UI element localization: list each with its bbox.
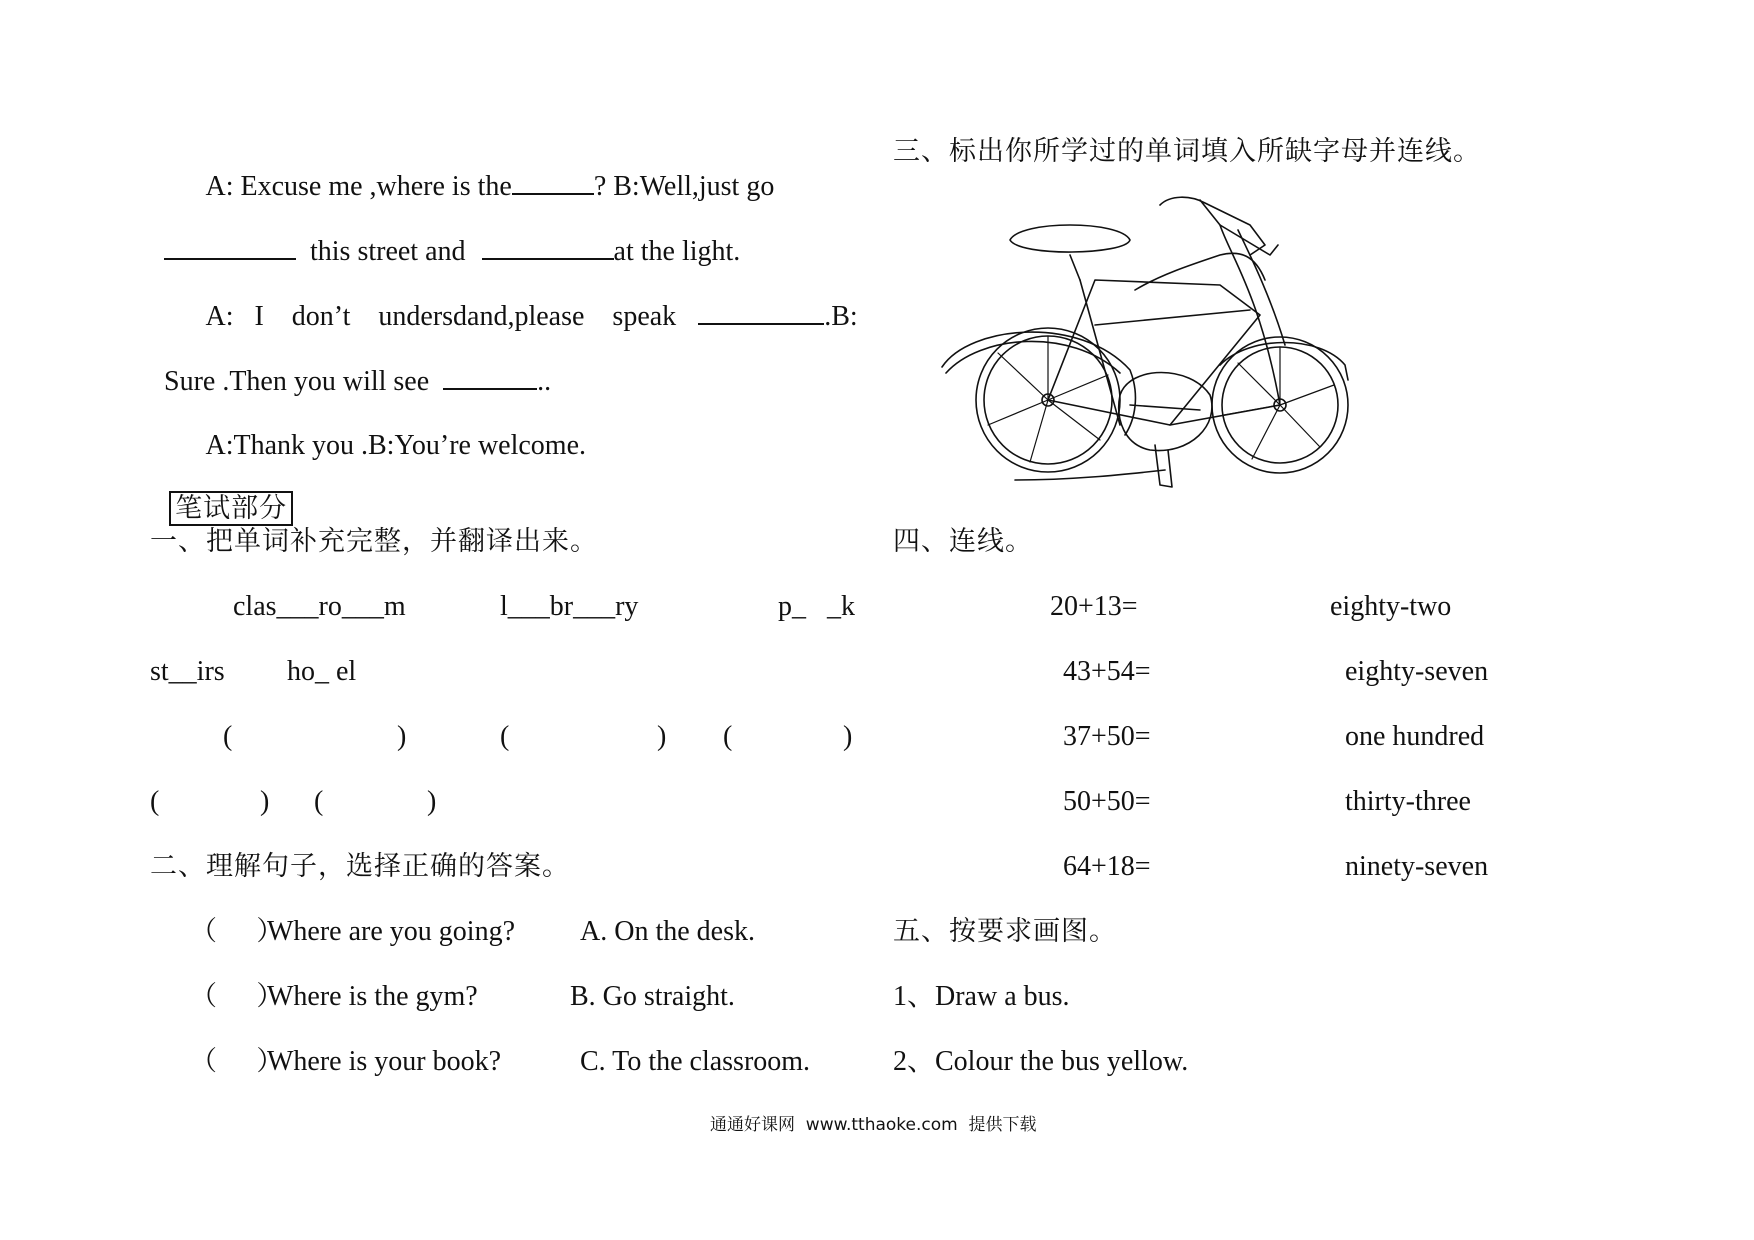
match-sum[interactable]: 64+18= [1063, 851, 1151, 882]
translation-paren: ) [427, 786, 437, 817]
word-item: l___br___ry [500, 591, 639, 622]
answer-blank[interactable] [443, 364, 537, 390]
match-word[interactable]: eighty-seven [1345, 656, 1489, 687]
dialogue-text: A: I don’t undersdand,please speak [205, 301, 677, 332]
match-sum[interactable]: 20+13= [1050, 591, 1138, 622]
q5-item: 1、Draw a bus. [893, 981, 1070, 1012]
q2-option: B. Go straight. [570, 981, 735, 1012]
dialogue-line-1 [193, 135, 774, 204]
q5-title: 五、按要求画图。 [893, 916, 1117, 947]
dialogue-text: A:Thank you .B:You’re welcome. [205, 430, 587, 461]
translation-paren: ) [657, 721, 667, 752]
dialogue-line-3 [193, 265, 858, 334]
footer-credit: 通通好课网 www.tthaoke.com 提供下载 [710, 1115, 1037, 1135]
translation-paren: ( [723, 721, 733, 752]
dialogue-text: this street and [310, 236, 466, 267]
q2-question: Where is the gym? [267, 981, 478, 1012]
answer-blank[interactable] [164, 234, 296, 260]
match-word[interactable]: one hundred [1345, 721, 1485, 752]
match-word[interactable]: ninety-seven [1345, 851, 1489, 882]
match-sum[interactable]: 37+50= [1063, 721, 1151, 752]
q5-item: 2、Colour the bus yellow. [893, 1046, 1189, 1077]
dialogue-line-5 [193, 395, 586, 463]
word-item: p_ _k [778, 591, 855, 622]
translation-paren: ( [314, 786, 324, 817]
dialogue-text: ? B:Well,just go [593, 171, 775, 202]
dialogue-text: .B: [824, 301, 858, 332]
translation-paren: ) [843, 721, 853, 752]
translation-paren: ( [150, 786, 160, 817]
match-sum[interactable]: 50+50= [1063, 786, 1151, 817]
translation-paren: ) [397, 721, 407, 752]
q2-question: Where are you going? [267, 916, 515, 947]
dialogue-text: A: Excuse me ,where is the [205, 171, 512, 202]
translation-paren: ( [500, 721, 510, 752]
translation-paren: ( [223, 721, 233, 752]
answer-blank[interactable] [482, 234, 614, 260]
dialogue-line-4 [150, 330, 551, 399]
q1-title: 一、把单词补充完整，并翻译出来。 [150, 526, 598, 557]
word-item: ho_ el [287, 656, 357, 687]
match-word[interactable]: eighty-two [1330, 591, 1452, 622]
written-section-box: 笔试部分 [169, 491, 293, 526]
match-word[interactable]: thirty-three [1345, 786, 1471, 817]
q2-option: A. On the desk. [580, 916, 755, 947]
q2-title: 二、理解句子，选择正确的答案。 [150, 851, 570, 882]
answer-bracket[interactable]: （ ） [190, 1046, 285, 1077]
dialogue-text: Sure .Then you will see [164, 366, 430, 397]
word-item: clas___ro___m [233, 591, 406, 622]
answer-blank[interactable] [512, 169, 594, 195]
q3-title: 三、标出你所学过的单词填入所缺字母并连线。 [893, 136, 1481, 167]
answer-bracket[interactable]: （ ） [190, 916, 285, 947]
q2-option: C. To the classroom. [580, 1046, 811, 1077]
bicycle-drawing [920, 195, 1350, 495]
translation-paren: ) [260, 786, 270, 817]
dialogue-text: at the light. [613, 236, 741, 267]
answer-blank[interactable] [698, 299, 824, 325]
dialogue-line-2 [150, 200, 740, 269]
answer-bracket[interactable]: （ ） [190, 981, 285, 1012]
q4-title: 四、连线。 [893, 526, 1033, 557]
word-item: st__irs [150, 656, 225, 687]
dialogue-text: .. [537, 366, 552, 397]
written-section-label [150, 458, 293, 526]
q2-question: Where is your book? [267, 1046, 502, 1077]
match-sum[interactable]: 43+54= [1063, 656, 1151, 687]
